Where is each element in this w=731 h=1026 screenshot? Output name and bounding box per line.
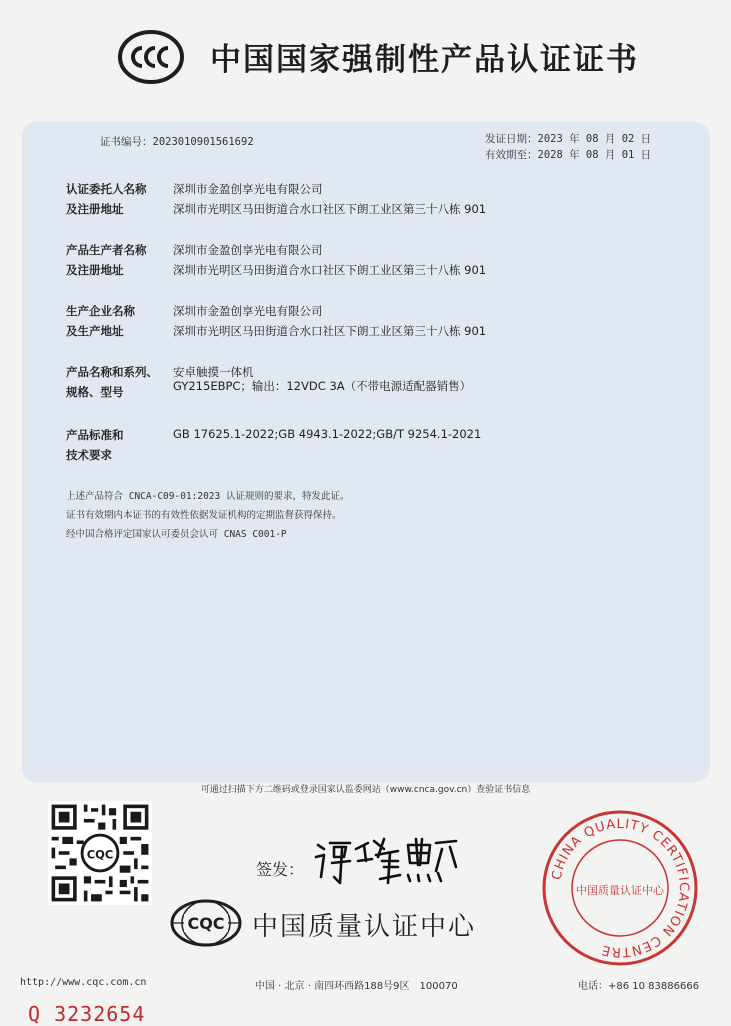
field-value: 安卓触摸一体机	[173, 365, 254, 379]
issue-date-label: 发证日期：	[485, 133, 538, 145]
field-value: 深圳市金盈创享光电有限公司	[173, 304, 323, 318]
field-value: 深圳市光明区马田街道合水口社区下朗工业区第三十八栋 901	[173, 263, 487, 277]
certificate-number-label: 证书编号：	[100, 136, 153, 148]
field-label: 认证委托人名称	[66, 182, 147, 196]
field-value: 深圳市金盈创享光电有限公司	[173, 243, 323, 257]
verify-note: 可通过扫描下方二维码或登录国家认监委网站（www.cnca.gov.cn）查验证书信息	[200, 785, 531, 795]
official-seal-icon	[540, 808, 700, 968]
note-line: 证书有效期内本证书的有效性依据发证机构的定期监督获得保持。	[66, 510, 342, 521]
serial-number: Q 3232654	[28, 1002, 146, 1026]
organization-name: 中国质量认证中心	[252, 912, 477, 942]
field-value: GB 17625.1-2022;GB 4943.1-2022;GB/T 9254.1-2021	[173, 427, 482, 441]
field-label: 产品标准和	[66, 428, 124, 442]
field-value: 深圳市金盈创享光电有限公司	[173, 182, 323, 196]
certificate-number-value: 2023010901561692	[152, 136, 254, 148]
expiry-date-value: 2028 年 08 月 01 日	[537, 149, 652, 161]
certificate-number	[100, 134, 254, 149]
footer-website[interactable]: http://www.cqc.com.cn	[20, 977, 147, 988]
expiry-date-row	[485, 147, 651, 163]
field-label: 规格、型号	[66, 385, 124, 399]
issue-date-row	[485, 131, 651, 147]
field-label: 产品名称和系列、	[66, 365, 158, 379]
field-label: 及注册地址	[66, 263, 124, 277]
certificate-dates	[485, 131, 651, 163]
field-label: 产品生产者名称	[66, 243, 147, 257]
field-label: 及注册地址	[66, 202, 124, 216]
footer-address: 中国 · 北京 · 南四环西路188号9区 100070	[255, 981, 458, 992]
document-title: 中国国家强制性产品认证证书	[210, 42, 639, 78]
cqc-logo-icon	[170, 898, 242, 948]
field-label: 及生产地址	[66, 324, 124, 338]
note-line: 经中国合格评定国家认可委员会认可 CNAS C001-P	[66, 529, 287, 540]
expiry-date-label: 有效期至：	[485, 149, 538, 161]
svg-text:CQC: CQC	[187, 914, 225, 933]
svg-text:CHINA QUALITY CERTIFICATION CE: CHINA QUALITY CERTIFICATION CENTRE	[549, 816, 692, 960]
signature-handwriting	[312, 835, 462, 885]
svg-text:CQC: CQC	[86, 847, 114, 862]
certificate-notes	[66, 487, 349, 544]
footer-phone: 电话：+86 10 83886666	[578, 981, 700, 992]
field-value: GY215EBPC；输出：12VDC 3A（不带电源适配器销售）	[173, 379, 472, 393]
field-value: 深圳市光明区马田街道合水口社区下朗工业区第三十八栋 901	[173, 202, 487, 216]
signature-label: 签发：	[256, 860, 305, 879]
field-label: 技术要求	[66, 448, 112, 462]
ccc-logo-icon	[118, 30, 184, 84]
field-value: 深圳市光明区马田街道合水口社区下朗工业区第三十八栋 901	[173, 324, 487, 338]
field-label: 生产企业名称	[66, 304, 135, 318]
svg-text:中国质量认证中心: 中国质量认证中心	[576, 884, 664, 897]
certificate-panel	[22, 122, 710, 782]
issue-date-value: 2023 年 08 月 02 日	[537, 133, 652, 145]
note-line: 上述产品符合 CNCA-C09-01:2023 认证规则的要求，特发此证。	[66, 491, 350, 502]
qr-code-icon[interactable]	[48, 801, 152, 905]
